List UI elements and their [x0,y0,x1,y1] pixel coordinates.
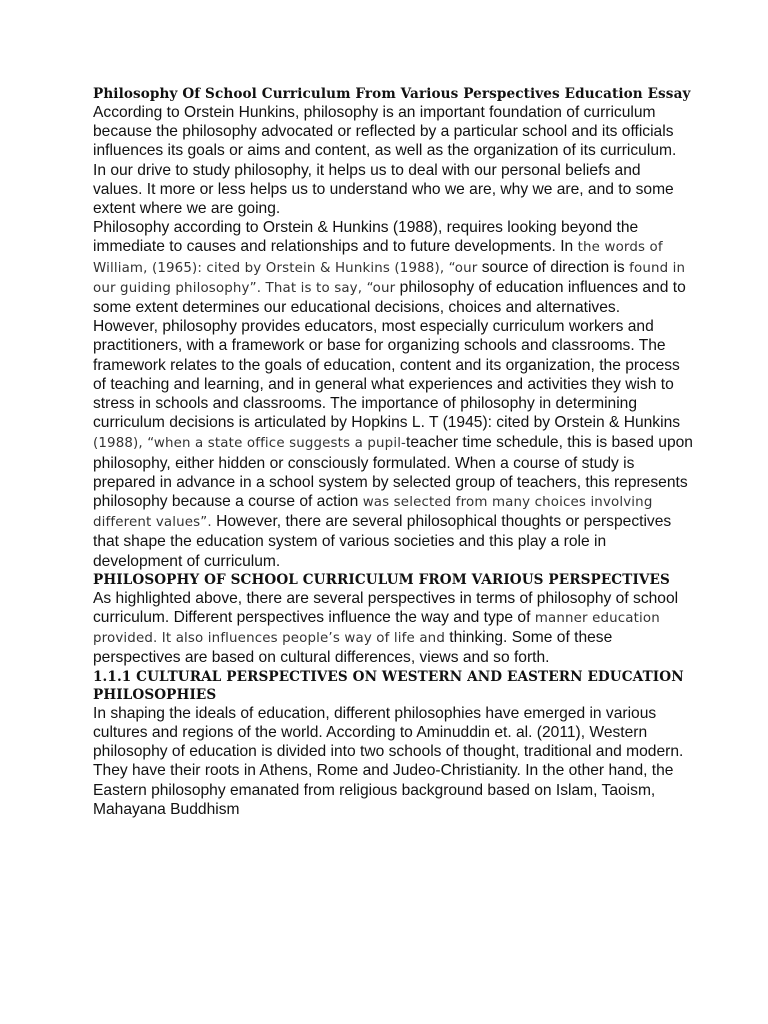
paragraph-3-text-c: teacher time schedule, this is based upon philosophy, either hidden or consciously formulated. When a course of study is prepared in advance in a school system by selected group of teachers, this represents philosophy because a course of action [93,434,693,511]
paragraph-4-text-a: As highlighted above, there are several perspectives in terms of philosophy of school curriculum. Different perspectives influence the way and type of [93,589,679,627]
paragraph-3 [93,317,693,571]
paragraph-2-text-c: source of direction is [477,258,625,276]
paragraph-4 [93,589,693,668]
paragraph-4-text-b: manner education provided. It also influences people’s way of life and [93,611,660,647]
paragraph-3-text-a: However, philosophy provides educators, most especially curriculum workers and practitioners, with a framework or base for organizing schools and classrooms. The framework relates to the goals of education, content and its organization, the process of teaching and learning, and in general what experiences and activities they wish to stress in schools and classrooms. The importance of philosophy in determining curriculum decisions is articulated by Hopkins L. T (1945): cited by Orstein & Hunkins [93,318,681,432]
paragraph-3-text-e: However, there are several philosophical thoughts or perspectives that shape the education system of various societies and this play a role in development of curriculum. [93,513,672,570]
paragraph-2-text-d: found in our guiding philosophy”. That is to say, “our [93,260,686,296]
paragraph-2-text-a: Philosophy according to Orstein & Hunkins (1988), requires looking beyond the immediate to causes and relationships and to future developments. In [93,219,639,256]
section-heading-cultural: 1.1.1 CULTURAL PERSPECTIVES ON WESTERN AND EASTERN EDUCATION PHILOSOPHIES [93,668,684,703]
paragraph-2-text-e: philosophy of education influences and to some extent determines our educational decisions, choices and alternatives. [93,278,686,317]
paragraph-3-text-b: (1988), “when a state office suggests a pupil- [93,436,407,452]
paragraph-3-text-d: was selected from many choices involving different values”. [93,495,653,531]
document-title: Philosophy Of School Curriculum From Various Perspectives Education Essay [93,86,691,102]
paragraph-1: According to Orstein Hunkins, philosophy is an important foundation of curriculum because the philosophy advocated or reflected by a particular school and its officials influences its goals or aims and content, as well as the organization of its curriculum. In our drive to study philosophy, it helps us to deal with our personal beliefs and values. It more or less helps us to understand who we are, why we are, and to some extent where we are going. [93,104,677,218]
paragraph-2 [93,218,693,317]
document-page [93,85,693,819]
section-heading-perspectives: PHILOSOPHY OF SCHOOL CURRICULUM FROM VARIOUS PERSPECTIVES [93,571,670,588]
paragraph-2-text-b: the words of William, (1965): cited by Orstein & Hunkins (1988), “our [93,240,663,276]
paragraph-4-text-c: thinking. Some of these perspectives are based on cultural differences, views and so forth. [93,629,613,667]
paragraph-5: In shaping the ideals of education, different philosophies have emerged in various cultures and regions of the world. According to Aminuddin et. al. (2011), Western philosophy of education is divided into two schools of thought, traditional and modern. They have their roots in Athens, Rome and Judeo-Christianity. In the other hand, the Eastern philosophy emanated from religious background based on Islam, Taoism, Mahayana Buddhism [93,704,684,818]
